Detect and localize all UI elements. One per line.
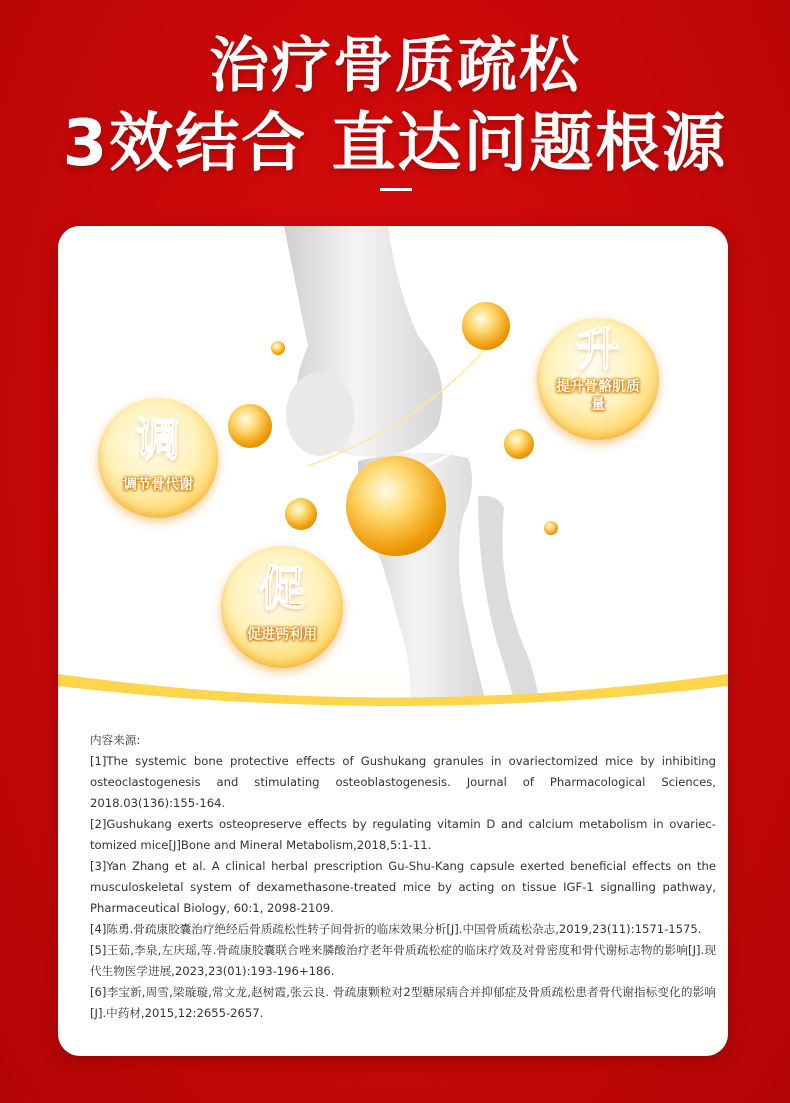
reference-item: [3]Yan Zhang et al. A clinical herbal prescription Gu-Shu-Kang capsule exerted beneficial effects on the musculoskeletal system of dexamethasone-treated mice by acting on tissue IGF-1 signalling pathway, Pharmaceutical Biology, 60:1, 2098-2109. bbox=[90, 859, 716, 915]
reference-item: [2]Gushukang exerts osteopreserve effects by regulating vitamin D and calcium metabolism in ovariec-tomized mice[J]Bone and Mineral Metabolism,2018,5:1-11. bbox=[90, 817, 716, 852]
muscle-quality-badge bbox=[537, 318, 659, 440]
title-divider bbox=[380, 188, 412, 191]
badge-char: 调 bbox=[136, 414, 180, 465]
badge-label: 促进钙利用 bbox=[247, 627, 317, 643]
badge-label: 调节骨代谢 bbox=[123, 477, 193, 493]
reference-item: [5]王茹,李泉,左庆瑶,等.骨疏康胶囊联合唑来膦酸治疗老年骨质疏松症的临床疗效及对骨密度和骨代谢标志物的影响[J].现代生物医学进展,2023,23(01):193-196+186. bbox=[90, 943, 716, 978]
badge-char: 促 bbox=[259, 561, 305, 615]
knee-illustration bbox=[58, 226, 728, 708]
references-section bbox=[90, 730, 716, 1024]
calcium-utilization-badge bbox=[221, 546, 343, 668]
badge-char: 升 bbox=[576, 324, 620, 375]
headline-line-1: 治疗骨质疏松 bbox=[209, 31, 581, 101]
content-card bbox=[58, 226, 728, 1056]
headline-line-2: 3效结合 直达问题根源 bbox=[62, 107, 728, 181]
references-heading: 内容来源: bbox=[90, 733, 141, 747]
badge-label: 提升骨骼肌质量 bbox=[556, 379, 640, 413]
reference-item: [1]The systemic bone protective effects of Gushukang granules in ovariectomized mice by inhibiting osteoclastogenesis and stimulating osteoblastogenesis. Journal of Pharmacological Sciences, 2018.03(136):155-164. bbox=[90, 754, 716, 810]
reference-item: [6]李宝新,周雪,梁璇璇,常文龙,赵树霞,张云良. 骨疏康颗粒对2型糖尿病合并抑郁症及骨质疏松患者骨代谢指标变化的影响[J].中药材,2015,12:2655-2657. bbox=[90, 985, 716, 1020]
reference-item: [4]陈勇.骨疏康胶囊治疗绝经后骨质疏松性转子间骨折的临床效果分析[J].中国骨质疏松杂志,2019,23(11):1571-1575. bbox=[90, 922, 702, 936]
regulate-metabolism-badge bbox=[98, 398, 218, 518]
